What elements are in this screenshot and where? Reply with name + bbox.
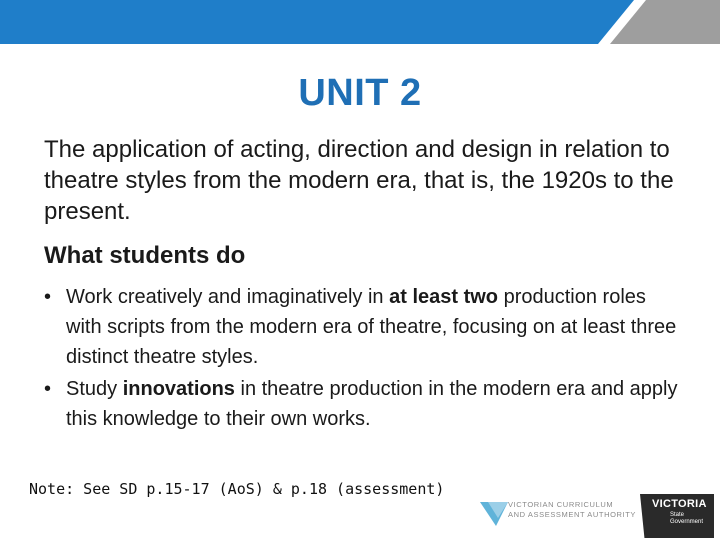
bullet-text: Study [66,378,123,400]
bullet-list [44,282,684,436]
bullet-item [44,282,684,372]
bullet-emphasis: at least two [389,286,499,308]
subheading: What students do [44,242,246,269]
footnote: Note: See SD p.15-17 (AoS) & p.18 (assessment) [29,480,445,498]
header-band-blue [0,0,634,44]
victoria-logo-word: VICTORIA [652,498,707,510]
bullet-marker: • [44,378,52,400]
victoria-logo-subtext: State Government [670,512,704,525]
slide-title: UNIT 2 [298,72,422,114]
bullet-emphasis: innovations [122,378,235,400]
bullet-item [44,374,684,434]
header-band [0,0,720,44]
bullet-marker: • [44,286,52,308]
bullet-text: in theatre production in the modern era and apply this knowledge to their own works. [66,378,678,430]
vcaa-logo-text: VICTORIAN CURRICULUM AND ASSESSMENT AUTHORITY [508,500,637,519]
bullet-text: Work creatively and imaginatively in [66,286,390,308]
bullet-text: production roles with scripts from the modern era of theatre, focusing on at least three distinct theatre styles. [66,286,677,368]
intro-paragraph: The application of acting, direction and design in relation to theatre styles from the modern era, that is, the 1920s to the present. [44,136,674,225]
